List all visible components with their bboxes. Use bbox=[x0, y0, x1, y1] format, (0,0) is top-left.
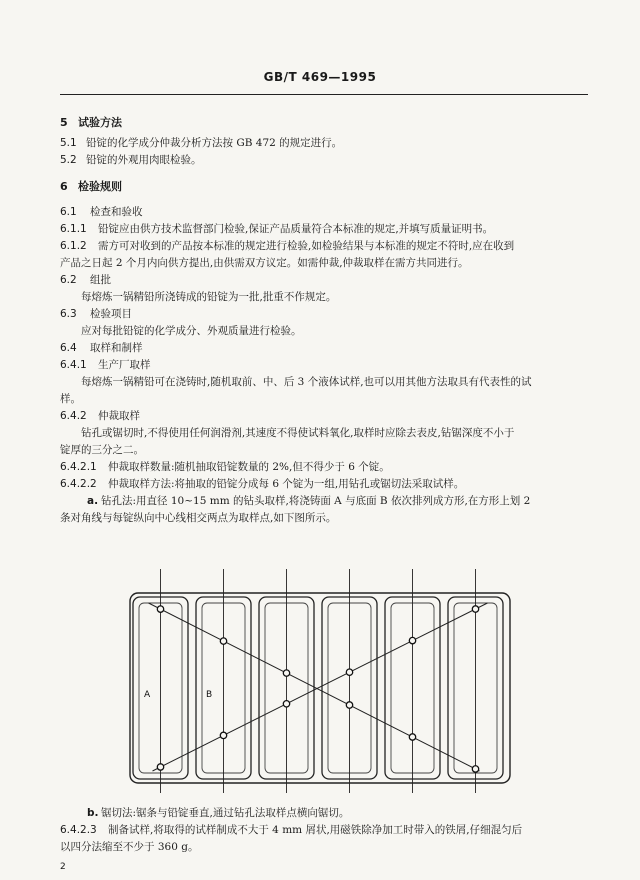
clause-6-4-2-1: 6.4.2.1 仲裁取样数量:随机抽取铅锭数量的 2%,但不得少于 6 个锭。 bbox=[60, 461, 390, 473]
document-body-continued bbox=[60, 805, 590, 856]
item-a-line1: a. 钻孔法:用直径 10~15 mm 的钻头取样,将浇铸面 A 与底面 B 依次排列成方形,在方形上划 2 bbox=[87, 495, 531, 507]
sampling-point bbox=[220, 732, 226, 738]
clause-5-2: 5.2 铅锭的外观用肉眼检验。 bbox=[60, 154, 202, 166]
clause-6-1: 6.1 检查和验收 bbox=[60, 206, 143, 218]
standard-code: GB/T 469—1995 bbox=[263, 70, 377, 84]
item-b: b. 锯切法:锯条与铅锭垂直,通过钻孔法取样点横向锯切。 bbox=[87, 807, 350, 819]
sampling-point bbox=[157, 606, 163, 612]
sampling-point bbox=[283, 701, 289, 707]
clause-6-4-2-3-line2: 以四分法缩至不少于 360 g。 bbox=[60, 841, 199, 853]
sampling-point bbox=[409, 734, 415, 740]
clause-6-4-2: 6.4.2 仲裁取样 bbox=[60, 410, 140, 422]
page-header bbox=[0, 70, 640, 84]
sampling-point bbox=[409, 637, 415, 643]
clause-6-1-1: 6.1.1 铅锭应由供方技术监督部门检验,保证产品质量符合本标准的规定,并填写质量证明书。 bbox=[60, 223, 494, 235]
section-6-heading: 6 检验规则 bbox=[60, 180, 122, 193]
sampling-point bbox=[346, 702, 352, 708]
sampling-point bbox=[220, 638, 226, 644]
clause-5-1: 5.1 铅锭的化学成分仲裁分析方法按 GB 472 的规定进行。 bbox=[60, 137, 343, 149]
clause-6-4-1-line2: 样。 bbox=[60, 393, 81, 405]
clause-6-4: 6.4 取样和制样 bbox=[60, 342, 143, 354]
label-a: A bbox=[144, 690, 151, 700]
page-number: 2 bbox=[60, 862, 66, 872]
clause-6-4-2-2: 6.4.2.2 仲裁取样方法:将抽取的铅锭分成每 6 个锭为一组,用钻孔或锯切法采取试样。 bbox=[60, 478, 465, 490]
section-5-heading: 5 试验方法 bbox=[60, 116, 122, 129]
sampling-point bbox=[472, 766, 478, 772]
clause-6-4-2-line1: 钻孔或锯切时,不得使用任何润滑剂,其速度不得使试料氧化,取样时应除去表皮,钻锯深度不小于 bbox=[81, 427, 515, 439]
clause-6-1-2-line2: 产品之日起 2 个月内向供方提出,由供需双方议定。如需仲裁,仲裁取样在需方共同进行。 bbox=[60, 257, 469, 269]
sampling-point bbox=[472, 606, 478, 612]
clause-6-4-2-3-line1: 6.4.2.3 制备试样,将取得的试样制成不大于 4 mm 屑状,用磁铁除净加工时带入的铁屑,仔细混匀后 bbox=[60, 824, 523, 836]
clause-6-4-1-line1: 每熔炼一锅精铅可在浇铸时,随机取前、中、后 3 个液体试样,也可以用其他方法取具有代表性的试 bbox=[81, 376, 532, 388]
document-body bbox=[60, 114, 590, 527]
clause-6-3-text: 应对每批铅锭的化学成分、外观质量进行检验。 bbox=[81, 325, 302, 337]
clause-6-4-2-line2: 锭厚的三分之二。 bbox=[60, 444, 144, 456]
clause-6-3: 6.3 检验项目 bbox=[60, 308, 132, 320]
label-b: B bbox=[206, 690, 213, 700]
clause-6-4-1: 6.4.1 生产厂取样 bbox=[60, 359, 151, 371]
sampling-point bbox=[346, 669, 352, 675]
clause-6-2: 6.2 组批 bbox=[60, 274, 111, 286]
sampling-point bbox=[157, 764, 163, 770]
sampling-diagram-svg bbox=[120, 565, 520, 795]
diagonal-line bbox=[153, 603, 488, 771]
diagram-outer-frame bbox=[130, 593, 510, 783]
sampling-point bbox=[283, 670, 289, 676]
item-a-line2: 条对角线与每锭纵向中心线相交两点为取样点,如下图所示。 bbox=[60, 512, 337, 524]
clause-6-1-2-line1: 6.1.2 需方可对收到的产品按本标准的规定进行检验,如检验结果与本标准的规定不符时,应在收到 bbox=[60, 240, 515, 252]
clause-6-2-text: 每熔炼一锅精铅所浇铸成的铅锭为一批,批重不作规定。 bbox=[81, 291, 337, 303]
header-rule bbox=[60, 94, 588, 95]
sampling-diagram bbox=[120, 565, 520, 795]
